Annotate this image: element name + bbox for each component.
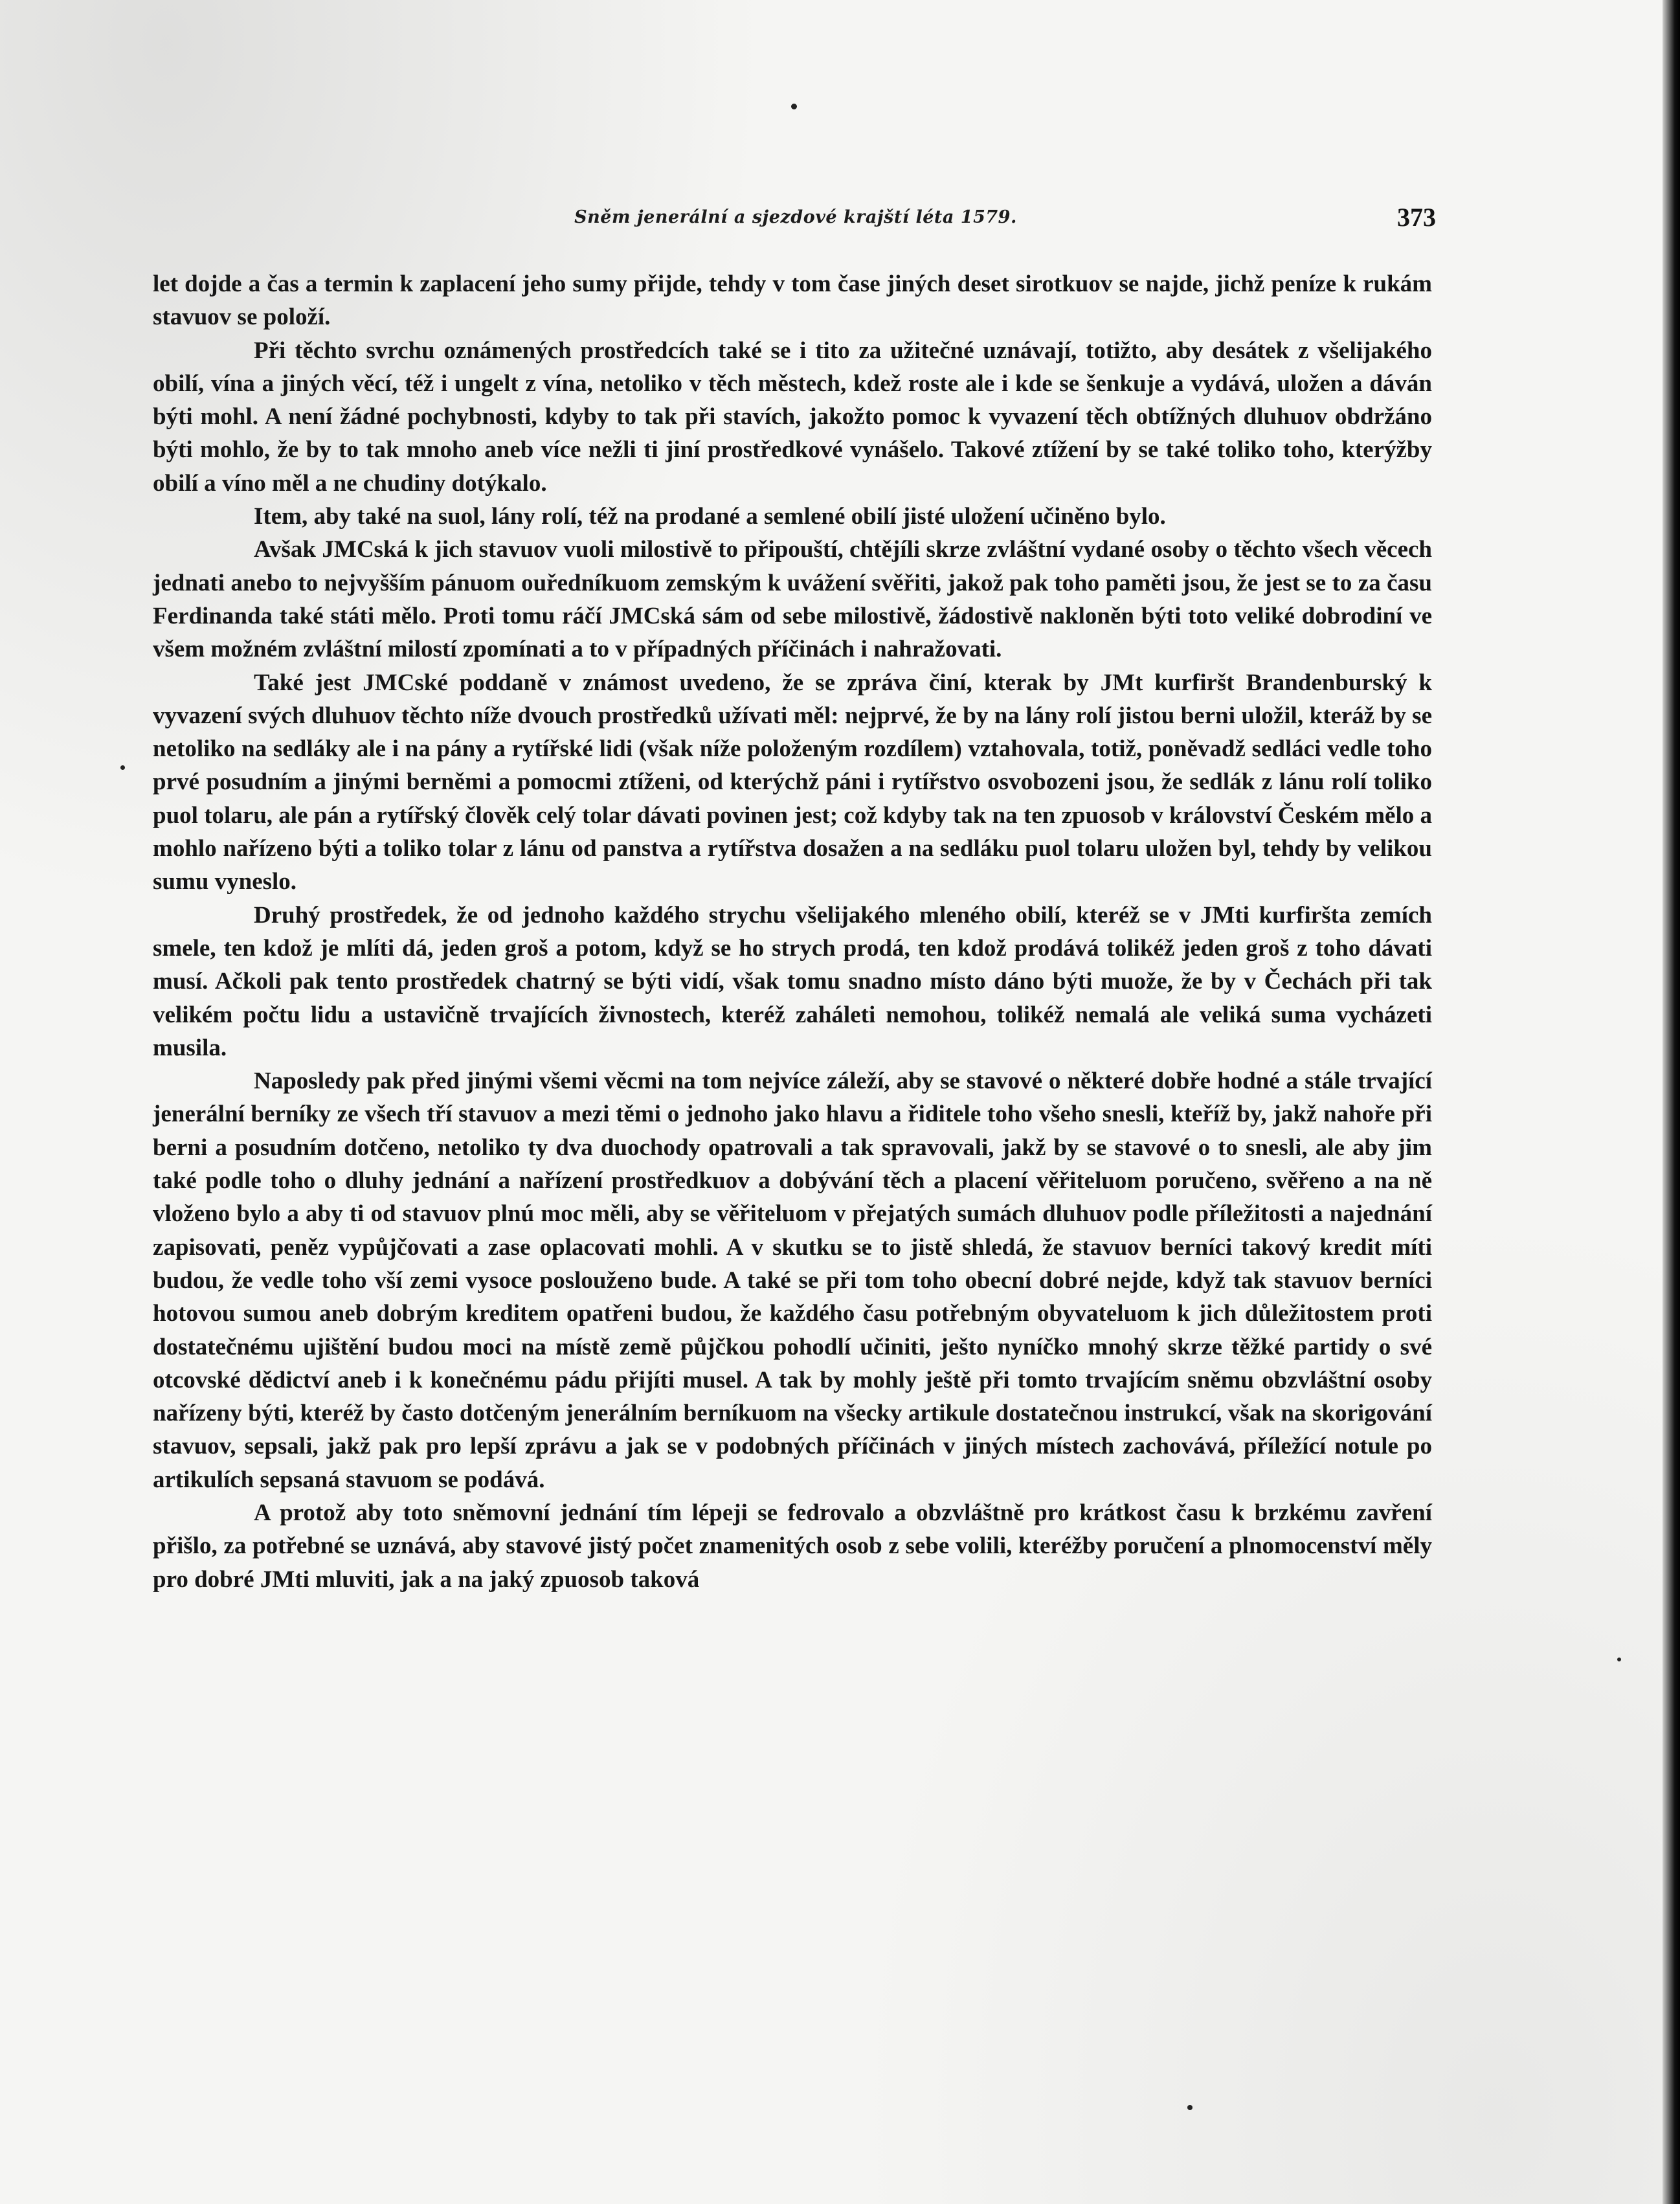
scan-speck (791, 104, 797, 109)
paragraph: Item, aby také na suol, lány rolí, též na prodané a semlené obilí jisté uložení učiněno bylo. (254, 503, 1166, 530)
scan-speck (1187, 2105, 1193, 2110)
scan-edge-shadow (1663, 0, 1680, 2204)
running-header (155, 202, 1436, 241)
running-title: Sněm jenerální a sjezdové krajští léta 1579. (574, 207, 1017, 227)
paragraph: Druhý prostředek, že od jednoho každého strychu všelijakého mleného obilí, kteréž se v JMti kurfiršta zemích smele, ten kdož je mlíti dá, jeden groš a potom, když se ho strych prodá, ten kdož prodává tolikéž jeden groš z toho dávati musí. Ačkoli pak tento prostředek chatrný se býti vidí, však tomu snadno místo dáno býti muože, že by v Čechách při tak velikém počtu lidu a ustavičně trvajících živnostech, kteréž zaháleti nemohou, tolikéž nemalá ale veliká suma vycházeti musila. (153, 901, 1432, 1061)
paragraph: A protož aby toto sněmovní jednání tím lépeji se fedrovalo a obzvláštně pro krátkost času k brzkému zavření přišlo, za potřebné se uznává, aby stavové jistý počet znamenitých osob z sebe volili, kteréžby poručení a plnomocenství měly pro dobré JMti mluviti, jak a na jaký zpuosob taková (153, 1499, 1432, 1593)
paragraph: Avšak JMCská k jich stavuov vuoli milostivě to připouští, chtějíli skrze zvláštní vydané osoby o těchto všech věcech jednati anebo to nejvyšším pánuom ouředníkuom zemským k uvážení svěřiti, jakož pak toho paměti jsou, že jest se to za času Ferdinanda také státi mělo. Proti tomu ráčí JMCská sám od sebe milostivě, žádostivě nakloněn býti toto veliké dobrodiní ve všem možném zvláštní milostí zpomínati a to v případných příčinách i nahražovati. (153, 536, 1432, 663)
scan-speck (1617, 1658, 1621, 1661)
body-text (153, 267, 1432, 1596)
scan-speck (120, 765, 125, 770)
paragraph: Naposledy pak před jinými všemi věcmi na tom nejvíce záleží, aby se stavové o některé dobře hodné a stále trvající jenerální berníky ze všech tří stavuov a mezi těmi o jednoho jako hlavu a řiditele toho všeho snesli, kteříž by, jakž nahoře při berni a posudním dotčeno, netoliko ty dva duochody opatrovali a tak spravovali, jakž by se stavové o to snesli, ale aby jim také podle toho o dluhy jednání a nařízení prostředkuov a dobývání těch a placení věřiteluom poručeno, svěřeno a na ně vloženo bylo a aby ti od stavuov plnú moc měli, aby se věřiteluom v přejatých sumách dluhuov podle příležitosti a najednání zapisovati, peněz vypůjčovati a zase oplacovati mohli. A v skutku se to jistě shledá, že stavuov berníci takový kredit míti budou, že vedle toho vší zemi vysoce poslouženo bude. A také se při tom toho obecní dobré nejde, když tak stavuov berníci hotovou sumou aneb dobrým kreditem opatřeni budou, že každého času potřebným obyvateluom k jich důležitostem proti dostatečnému ujištění budou moci na místě země půjčkou pohodlí učiniti, ješto nyníčko mnohý skrze těžké partidy o své otcovské dědictví aneb i k konečnému pádu přijíti musel. A tak by mohly ještě při tomto trvajícím sněmu obzvláštní osoby nařízeny býti, kteréž by často dotčeným jenerálním berníkuom na všecky artikule dostatečnou instrukcí, však na skorigování stavuov, sepsali, jakž pak pro lepší zprávu a jak se v podobných příčinách v jiných místech zachovává, příležící notule po artikulích sepsaná stavuom se podává. (153, 1068, 1432, 1493)
paragraph: Také jest JMCské poddaně v známost uvedeno, že se zpráva činí, kterak by JMt kurfiršt Brandenburský k vyvazení svých dluhuov těchto níže dvouch prostředků užívati měl: nejprvé, že by na lány rolí jistou berni uložil, kteráž by se netoliko na sedláky ale i na pány a rytířské lidi (však níže položeným rozdílem) vztahovala, totiž, poněvadž sedláci vedle toho prvé posudním a jinými berněmi a pomocmi ztíženi, od kterýchž páni i rytířstvo osvobozeni jsou, že sedlák z lánu rolí toliko puol tolaru, ale pán a rytířský člověk celý tolar dávati povinen jest; což kdyby tak na ten zpuosob v království Českém mělo a mohlo nařízeno býti a toliko tolar z lánu od panstva a rytířstva dosažen a na sedláku puol tolaru uložen byl, tehdy by velikou sumu vyneslo. (153, 669, 1432, 895)
paragraph: let dojde a čas a termin k zaplacení jeho sumy přijde, tehdy v tom čase jiných deset sirotkuov se najde, jichž peníze k rukám stavuov se položí. (153, 271, 1432, 331)
paragraph: Při těchto svrchu oznámených prostředcích také se i tito za užitečné uznávají, totižto, aby desátek z všelijakého obilí, vína a jiných věcí, též i ungelt z vína, netoliko v těch městech, kdež roste ale i kde se šenkuje a vydává, uložen a dáván býti mohl. A není žádné pochybnosti, kdyby to tak při stavích, jakožto pomoc k vyvazení těch obtížných dluhuov obdržáno býti mohlo, že by to tak mnoho aneb více nežli ti jiní prostředkové vynášelo. Takové ztížení by se také toliko toho, kterýžby obilí a víno měl a ne chudiny dotýkalo. (153, 337, 1432, 497)
page-number: 373 (1397, 203, 1436, 232)
